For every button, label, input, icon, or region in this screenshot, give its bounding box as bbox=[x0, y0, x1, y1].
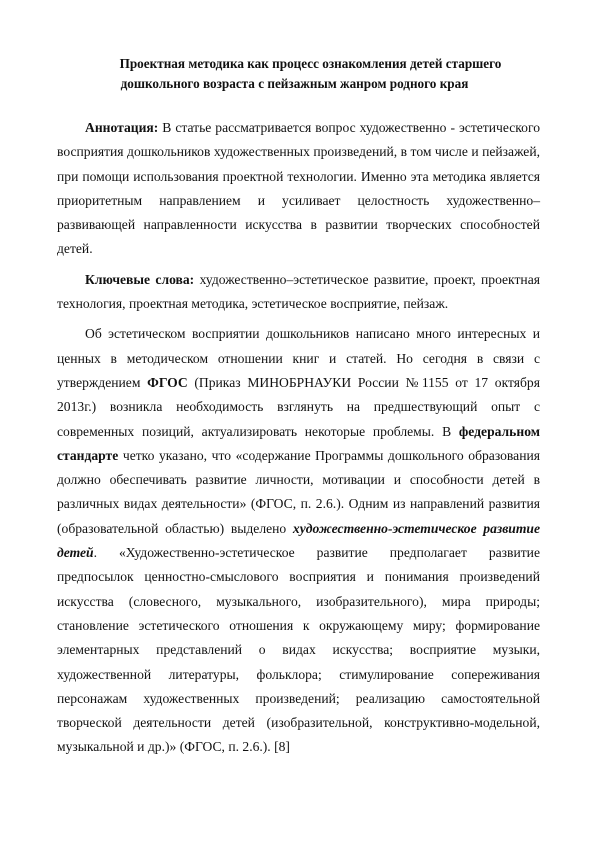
document-page bbox=[57, 54, 540, 766]
body-text-1: Об эстетическом восприятии дошкольников написано много интересных и ценных в методическом отношении книг и статей. Но сегодня в связи с утверждением bbox=[57, 326, 540, 390]
annotation-label: Аннотация: bbox=[85, 120, 159, 135]
body-text-3: четко указано, что «содержание Программы дошкольного образования должно обеспечивать развитие личности, мотивации и способности детей в различных видах деятельности» (ФГОС, п. 2.6.). Одним из направлений развития (образовательной областью) выделено bbox=[57, 447, 540, 536]
article-title bbox=[57, 54, 540, 94]
body-text-2: (Приказ МИНОБРНАУКИ России №1155 от 17 октября 2013г.) возникла необходимость взглянуть на предшествующий опыт с современных позиций, актуализировать некоторые проблемы. В bbox=[57, 374, 540, 439]
fgos-emphasis: ФГОС bbox=[147, 374, 188, 390]
annotation-text: В статье рассматривается вопрос художественно - эстетического восприятия дошкольников художественных произведений, в том числе и пейзажей, при помощи использования проектной технологии. Именно эта методика является приоритетным направлением и усиливает целостность художественно–развивающей направленности искусства в развитии творческих способностей детей. bbox=[57, 120, 540, 257]
title-line-2: дошкольного возраста с пейзажным жанром родного края bbox=[120, 76, 469, 91]
title-line-1: Проектная методика как процесс ознакомления детей старшего bbox=[119, 56, 502, 71]
keywords-paragraph bbox=[57, 268, 540, 317]
art-aesthetic-emphasis: художественно-эстетическое развитие детей bbox=[57, 520, 540, 561]
keywords-text: художественно–эстетическое развитие, проект, проектная технология, проектная методика, эстетическое восприятие, пейзаж. bbox=[57, 271, 540, 312]
keywords-label: Ключевые слова: bbox=[85, 271, 195, 287]
body-text-4: . «Художественно-эстетическое развитие предполагает развитие предпосылок ценностно-смыслового восприятия и понимания произведений искусства (словесного, музыкального, изобразительного), мира природы; становление эстетического отношения к окружающему миру; формирование элементарных представлений о видах искусства; восприятие музыки, художественной литературы, фольклора; стимулирование сопереживания персонажам художественных произведений; реализацию самостоятельной творческой деятельности детей (изобразительной, конструктивно-модельной, музыкальной и др.)» (ФГОС, п. 2.6.). [8] bbox=[57, 545, 540, 755]
annotation-paragraph bbox=[57, 116, 540, 262]
body-paragraph bbox=[57, 322, 540, 759]
federal-standard-emphasis: федеральном стандарте bbox=[57, 423, 540, 463]
